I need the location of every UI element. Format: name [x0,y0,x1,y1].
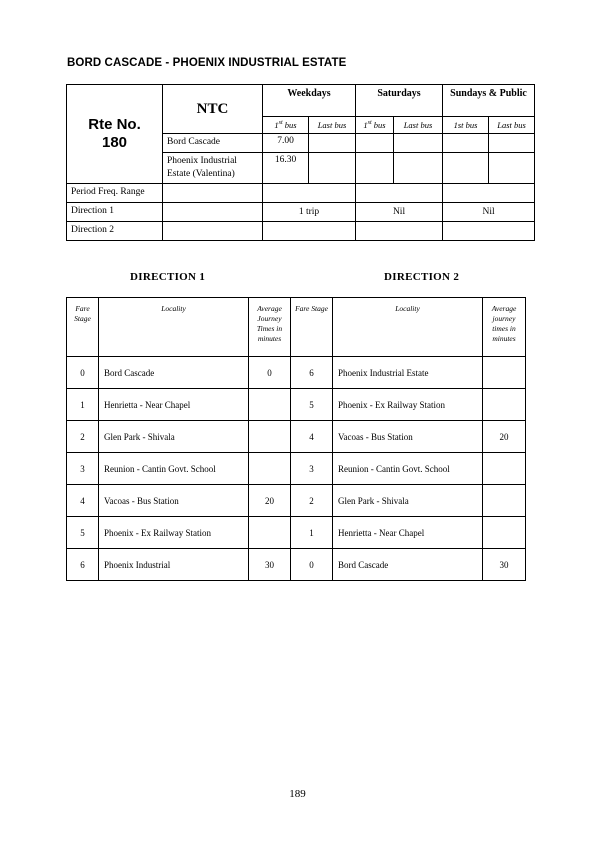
d1-locality: Henrietta - Near Chapel [99,389,249,421]
d1-locality: Vacoas - Bus Station [99,485,249,517]
d1-fare-stage-header: Fare Stage [67,298,99,357]
weekday-frequency: 1 trip [263,203,356,222]
fare-rows [67,357,526,581]
d1-journey-time [249,421,291,453]
sunday-first-bus-header: 1st bus [443,117,489,134]
d1-locality: Phoenix Industrial [99,549,249,581]
d1-journey-time: 30 [249,549,291,581]
fare-stage-table [66,297,526,581]
direction-row [67,222,535,241]
d2-locality: Phoenix Industrial Estate [333,357,483,389]
d2-fare-stage: 5 [291,389,333,421]
d2-locality: Bord Cascade [333,549,483,581]
d1-locality: Bord Cascade [99,357,249,389]
operator-name: NTC [163,85,263,134]
d2-fare-stage: 4 [291,421,333,453]
d1-journey-time [249,517,291,549]
saturday-frequency [356,222,443,241]
d2-locality: Phoenix - Ex Railway Station [333,389,483,421]
d2-journey-time [483,357,526,389]
sunday-frequency: Nil [443,203,535,222]
route-number: 180 [101,134,128,151]
saturdays-header: Saturdays [356,85,443,117]
weekdays-header: Weekdays [263,85,356,117]
d1-fare-stage: 2 [67,421,99,453]
d2-journey-time [483,517,526,549]
sunday-last-bus-header: Last bus [489,117,535,134]
route-label: Rte No. [88,116,141,133]
d2-fare-stage: 2 [291,485,333,517]
direction-2-heading: DIRECTION 2 [384,271,460,283]
d2-fare-stage: 3 [291,453,333,485]
d1-journey-time: 20 [249,485,291,517]
sunday-frequency [443,222,535,241]
fare-table-row [67,421,526,453]
d2-journey-time: 20 [483,421,526,453]
saturday-frequency: Nil [356,203,443,222]
weekday-first-time: 7.00 [263,134,309,153]
d1-locality: Reunion - Cantin Govt. School [99,453,249,485]
stop-name: Bord Cascade [163,134,263,153]
saturday-last-bus-header: Last bus [394,117,443,134]
d1-journey-time [249,453,291,485]
weekday-frequency [263,222,356,241]
direction-label: Direction 2 [67,222,163,241]
d1-locality: Phoenix - Ex Railway Station [99,517,249,549]
d2-locality-header: Locality [333,298,483,357]
d2-fare-stage: 0 [291,549,333,581]
fare-table-row [67,517,526,549]
sundays-header: Sundays & Public [443,85,535,117]
schedule-table [66,84,535,241]
d2-journey-time: 30 [483,549,526,581]
weekday-first-time: 16.30 [263,153,309,184]
direction-label: Direction 1 [67,203,163,222]
d1-fare-stage: 0 [67,357,99,389]
d2-locality: Vacoas - Bus Station [333,421,483,453]
d1-fare-stage: 1 [67,389,99,421]
d2-journey-time [483,453,526,485]
fare-table-row [67,485,526,517]
fare-table-row [67,357,526,389]
d1-locality-header: Locality [99,298,249,357]
d2-fare-stage-header: Fare Stage [291,298,333,357]
route-title: BORD CASCADE - PHOENIX INDUSTRIAL ESTATE [67,57,347,69]
fare-table-row [67,453,526,485]
d2-journey-time-header: Average journey times in minutes [483,298,526,357]
d2-journey-time [483,389,526,421]
d1-locality: Glen Park - Shivala [99,421,249,453]
d2-locality: Henrietta - Near Chapel [333,517,483,549]
d1-journey-time-header: Average Journey Times in minutes [249,298,291,357]
d1-fare-stage: 3 [67,453,99,485]
d1-journey-time: 0 [249,357,291,389]
stop-name: Phoenix Industrial Estate (Valentina) [163,153,263,184]
d2-locality: Reunion - Cantin Govt. School [333,453,483,485]
saturday-first-bus-header: 1st bus [356,117,394,134]
period-row [67,184,535,203]
d1-fare-stage: 6 [67,549,99,581]
d2-fare-stage: 6 [291,357,333,389]
page-number: 189 [289,788,306,800]
d2-journey-time [483,485,526,517]
fare-table-header-row [67,298,526,357]
direction-row [67,203,535,222]
weekday-last-bus-header: Last bus [309,117,356,134]
d1-journey-time [249,389,291,421]
weekday-first-bus-header: 1st bus [263,117,309,134]
direction-1-heading: DIRECTION 1 [130,271,206,283]
schedule-header-row [67,85,535,117]
d1-fare-stage: 5 [67,517,99,549]
period-label: Period Freq. Range [67,184,163,203]
fare-table-row [67,549,526,581]
d1-fare-stage: 4 [67,485,99,517]
fare-table-row [67,389,526,421]
route-number-cell [67,85,163,184]
d2-locality: Glen Park - Shivala [333,485,483,517]
d2-fare-stage: 1 [291,517,333,549]
